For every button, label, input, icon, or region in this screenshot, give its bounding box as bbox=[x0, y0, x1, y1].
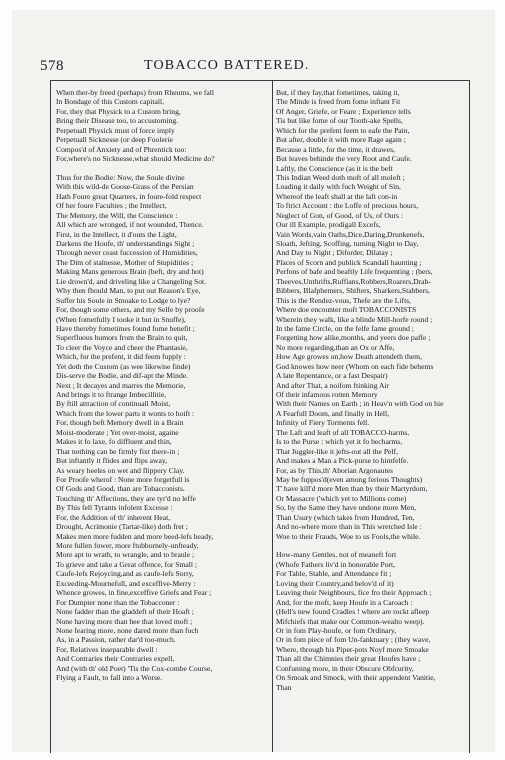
text-line: Compos'd of Anxiety and of Phrentick too: bbox=[56, 144, 187, 154]
text-line: Which, for the prefent, it did feem fupply : bbox=[56, 352, 186, 362]
text-line: For, as by This,th' Aborian Argonautes bbox=[276, 465, 394, 475]
text-line: Neglect of Gon, of Good, of Us, of Ours : bbox=[276, 210, 403, 220]
text-line: Of Anger, Griefe, or Feare ; Experience tells bbox=[276, 106, 411, 116]
text-line: Why then fhould Man, to put out Reason's Eye, bbox=[56, 286, 201, 296]
text-line: With their Names on Earth ; in Heav'n with God on hie bbox=[276, 399, 444, 409]
text-line: To ftrict Account : the Loffe of precious hours, bbox=[276, 201, 419, 211]
text-line: Or in fom piece of fom Un-fanktuary ; (they wave, bbox=[276, 635, 431, 645]
text-line: For, the Addition of th' inherent Heat, bbox=[56, 512, 171, 522]
text-line: The Dim of stalnesse, Mother of Stupidities ; bbox=[56, 257, 194, 267]
text-line: Loading it daily with fuch Weight of Sin, bbox=[276, 182, 401, 192]
text-line: No more regarding,than an Ox or Affe, bbox=[276, 342, 395, 352]
text-line: Loving their Country,and belov'd of it) bbox=[276, 578, 394, 588]
text-line: Bibbers, Blafphemers, Shifters, Sharkers,Stabbers, bbox=[276, 286, 430, 296]
text-line: (When fometfully I tooke it but in Snuffe), bbox=[56, 314, 186, 324]
text-line: Darkens the Houfe, th' understandings Sight ; bbox=[56, 239, 195, 248]
text-line: Through never ceast fuccession of Humidities, bbox=[56, 248, 198, 258]
text-line: First, in the Intellect, it d'outs the Light, bbox=[56, 229, 177, 239]
text-line: But inftantly it flides and flips away, bbox=[56, 456, 168, 466]
text-line: And Day to Night ; Diforder, Dilatay ; bbox=[276, 248, 393, 258]
text-line: Caufe-lefs Rejoycing,and as caufe-lefs Sorry, bbox=[56, 569, 194, 579]
column-divider bbox=[272, 80, 273, 752]
text-line: Touching th' Affections, they are tyr'd no leffe bbox=[56, 493, 196, 503]
text-line: That nothing can be firmly fixt there-in ; bbox=[56, 446, 180, 456]
text-line: Perfons of bafe and beaftly Life frequenting ; (bers, bbox=[276, 267, 433, 277]
text-line: On Smoak and Smock, with their appendent Vanitie, bbox=[276, 673, 436, 683]
text-line: Than Usury (which takes from Hundred, Ten, bbox=[276, 512, 415, 522]
text-line: And no-where more than in This wretched Isle : bbox=[276, 522, 422, 532]
text-line: And makes a Man a Pick-purse to himfelfe. bbox=[276, 456, 409, 466]
text-line: Laftly, the Conscience (as it is the beft bbox=[276, 163, 393, 173]
text-line: Perpetuall Sicknesse (or deep Foolerie bbox=[56, 135, 173, 145]
text-line: Vain Words,vain Oaths,Dice,Daring,Drunkenefs, bbox=[276, 229, 425, 239]
text-line: Making Mans generous Brain (beft, dry and hot) bbox=[56, 267, 204, 277]
text-line: By ftill attraction of continuall Moist, bbox=[56, 399, 171, 409]
text-line: The Laft and leaft of all TOBACCO-harms, bbox=[276, 427, 410, 437]
text-line: For,where's no Sicknesse,what should Medicine do? bbox=[56, 154, 215, 164]
text-line: And after That, a noifom ftinking Air bbox=[276, 380, 390, 390]
text-line: A Fearfull Doom, and finally in Hell, bbox=[276, 408, 390, 418]
text-line: For Table, Stable, and Attendance fit ; bbox=[276, 569, 392, 579]
text-line: Or Massacre ('which yet to Millions come) bbox=[276, 493, 407, 503]
text-line: More fullen fower, more ftubbornely-unfteady, bbox=[56, 541, 199, 550]
text-line: And, for the moft, keep Houfe in a Caroach : bbox=[276, 597, 413, 607]
text-line: Next ; It decayes and marres the Memorie, bbox=[56, 380, 186, 390]
running-title: TOBACCO BATTERED. bbox=[144, 58, 310, 73]
text-line: Superfluous humors from the Brain to quit, bbox=[56, 333, 188, 343]
text-line: Of Gods and Good, than are Tobacconists. bbox=[56, 484, 185, 494]
text-line: None having more than hee that loved moft ; bbox=[56, 616, 193, 626]
text-line: With this wild-de Goose-Grass of the Persian bbox=[56, 182, 194, 192]
text-line: (Whofe Fathers liv'd in honorable Port, bbox=[276, 559, 396, 569]
text-line: As weary heeles on wet and flippery Clay. bbox=[56, 465, 185, 475]
text-line: Mifchiefs that make our Common-wealto weep). bbox=[276, 616, 425, 626]
text-line: Whence growes, in fine,exceffive Griefs and Fear ; bbox=[56, 588, 212, 598]
text-line: None fadder than the gladdeft of their Hoaft ; bbox=[56, 607, 194, 617]
text-line: In the fame Circle, on the felfe fame ground ; bbox=[276, 323, 414, 333]
text-line: For, they that Physick to a Custom bring, bbox=[56, 106, 181, 116]
text-line: Which for the prefent feem to eafe the Pain, bbox=[276, 125, 410, 135]
text-line: To cleer the Voyce and cheer the Phantasie, bbox=[56, 342, 188, 352]
text-line: Drought, Acrimonie (Tartar-like) doth fret ; bbox=[56, 522, 188, 532]
right-block-2 bbox=[276, 550, 466, 692]
text-line: To grieve and take a Great offence, for Small ; bbox=[56, 559, 198, 569]
text-line: Sloath, Jefting, Scoffing, turning Night to Day, bbox=[276, 239, 419, 248]
text-line: Woe to their Frauds, Woe to us Fools,the while. bbox=[276, 531, 421, 541]
text-line: Because a little, for the time, it drawes, bbox=[276, 144, 395, 154]
text-line: For Proofe wherof : None more forgetfull is bbox=[56, 474, 190, 484]
text-line: Infinity of Fiery Torments fell. bbox=[276, 418, 370, 428]
text-line: Suffer his Soule in Smoake to Lodge to lye? bbox=[56, 295, 191, 305]
text-line: (Hell's new found Cradles ! where are rockt afleep bbox=[276, 607, 430, 617]
text-line: Of her foure Faculties ; the Intellect, bbox=[56, 201, 167, 211]
left-block-1 bbox=[56, 88, 268, 164]
text-line: Places of Scorn and publick Scandall haunting ; bbox=[276, 257, 422, 267]
text-line: God knowes how neer (Whom on each fide behems bbox=[276, 361, 434, 371]
text-line: The Memory, the Will, the Conscience : bbox=[56, 210, 178, 220]
paragraph-gap bbox=[276, 541, 466, 550]
text-line: For, though beft Memory dwell in a Brain bbox=[56, 418, 184, 428]
right-block-1 bbox=[276, 88, 466, 541]
text-line: More apt to wrath, to wrangle, and to braule ; bbox=[56, 550, 195, 560]
text-line: Yet doth the Custom (as wee likewise finde) bbox=[56, 361, 191, 371]
text-line: May be fuppos'd(even among ferious Thoughts) bbox=[276, 474, 423, 484]
text-line: Where, through his Piper-pots Noyf more Smoake bbox=[276, 644, 429, 654]
text-line: When ther-by freed (perhaps) from Rheums, we fall bbox=[56, 88, 214, 97]
page-number: 578 bbox=[40, 58, 64, 74]
text-line: Theeves,Unthrifts,Ruffians,Robbers,Roarers,Drab- bbox=[276, 276, 431, 286]
text-line: This Indian Weed doth moft of all moleft ; bbox=[276, 172, 405, 182]
text-line: Tis but like fome of our Tooth-ake Spells, bbox=[276, 116, 403, 126]
text-line: Forgetting how alike,months, and yeers doe paffe ; bbox=[276, 333, 431, 343]
text-line: Is to the Purse : which yet it fo becharms, bbox=[276, 437, 403, 447]
text-line: Hath Foure great Quarters, in foure-fold respect bbox=[56, 191, 202, 201]
text-line: Perpetuall Physick must of force imply bbox=[56, 125, 175, 135]
text-line: Leaving their Neighbours, fice fro their Approach ; bbox=[276, 588, 432, 598]
text-line: Exceeding-Mournefull, and exceffive-Merry : bbox=[56, 578, 196, 588]
text-line: All which are wronged, if not wounded, Thence. bbox=[56, 220, 204, 230]
text-line: That Juggler-like it jefts-out all the Pelf, bbox=[276, 446, 398, 456]
text-line: In Bondage of this Custom capitall, bbox=[56, 97, 164, 107]
text-line: Whereof the leaft shall at the laft con-in bbox=[276, 191, 398, 201]
text-line: Thus for the Bodie: Now, the Soule divine bbox=[56, 172, 185, 182]
text-line: Of their infamous rotten Memory bbox=[276, 390, 378, 399]
text-line: But, if they fay,that fometimes, taking it, bbox=[276, 88, 400, 97]
text-line: Bring their Disease too, to accustoming. bbox=[56, 116, 179, 126]
text-line: Makes men more fudden and more beed-lefs heady, bbox=[56, 531, 214, 541]
text-line: Than all the Chimnies their great Houfes have ; bbox=[276, 654, 421, 664]
text-line: So, by the Same they have undone more Men, bbox=[276, 503, 417, 513]
text-line: How Age growes on,how Death attendeth them, bbox=[276, 352, 422, 362]
text-line: Moist-moderate ; Yet over-moist, againe bbox=[56, 427, 179, 437]
paragraph-gap bbox=[56, 164, 268, 173]
text-line: Where doe encounter moft TOBACCONISTS bbox=[276, 305, 417, 315]
page-header bbox=[40, 52, 462, 80]
text-line: A late Repentance, or a fast Despair) bbox=[276, 371, 388, 381]
text-line: Flying a Fault, to fall into a Worse. bbox=[56, 673, 163, 683]
text-line: Lie drown'd, and driveling like a Changeling Sot. bbox=[56, 276, 207, 286]
text-line: The Minde is freed from fome inftant Fit bbox=[276, 97, 401, 107]
text-line: For, Relatives inseparable dwell : bbox=[56, 644, 158, 654]
text-line: Wherein they walk, like a blinde Mill-horfe round ; bbox=[276, 314, 433, 324]
text-line: Makes it fo laxe, fo diffluent and thin, bbox=[56, 437, 172, 447]
text-line: As, in a Passion, rather dar'd too-much. bbox=[56, 635, 176, 645]
left-column bbox=[56, 88, 268, 683]
text-line: But leaves behinde the very Root and Caufe. bbox=[276, 154, 412, 164]
text-line: None fearing more, none dared more than fuch bbox=[56, 625, 199, 635]
text-line: For, though some others, and my Selfe by proofe bbox=[56, 305, 205, 315]
left-block-2 bbox=[56, 173, 268, 683]
text-line: Our ill Example, prodigall Excefs, bbox=[276, 220, 381, 230]
text-line: Confuming more, in their Obscure Obfcurity, bbox=[276, 663, 414, 673]
text-line: How-many Gentles, not of meaneft fort bbox=[276, 550, 397, 560]
text-line: By This fell Tyrants infolent Excesse : bbox=[56, 503, 173, 513]
text-line: T' have kill'd more Men than by their Martyrdom, bbox=[276, 484, 428, 494]
text-line: And Contraries their Contraries expell, bbox=[56, 654, 175, 664]
text-line: Which from the lower parts it wonts to hoift : bbox=[56, 408, 195, 418]
text-line: For Dumpter none than the Tobacconer : bbox=[56, 597, 180, 607]
text-line: And brings it to ftrange Imbecillitie, bbox=[56, 390, 167, 399]
text-line: Dis-serve the Bodie, and dif-apt the Minde. bbox=[56, 371, 189, 381]
right-column bbox=[276, 88, 466, 692]
text-line: Have thereby fometimes found fome benefit ; bbox=[56, 323, 195, 333]
text-line: This is the Rendez-vous, Thefe are the Lifts, bbox=[276, 295, 412, 305]
text-line: And (with th' old Poet) 'Tis the Cox-combe Course, bbox=[56, 663, 213, 673]
text-line: Than bbox=[276, 682, 292, 692]
text-line: But after, double it with more Rage again ; bbox=[276, 135, 406, 145]
text-line: Or in fom Play-houfe, or fom Ordinary, bbox=[276, 625, 397, 635]
